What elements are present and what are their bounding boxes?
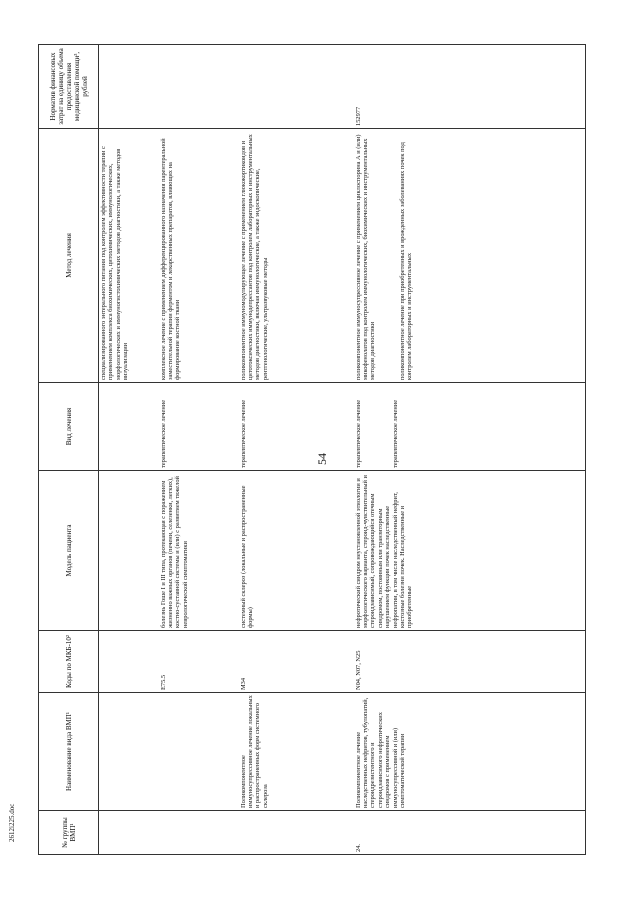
- header-icd-codes: Коды по МКБ-10²: [39, 631, 99, 693]
- cell-group: [239, 811, 354, 855]
- cell-name: Поликомпонентное иммуносупрессивное лечение локальных и распространенных форм системного склероза: [239, 693, 354, 811]
- header-vmp-name: Наименование вида ВМП¹: [39, 693, 99, 811]
- header-cost-norm: Норматив финансовых затрат на единицу объема предоставления медицинской помощи³, рублей: [39, 45, 99, 129]
- table-header-row: [39, 45, 99, 855]
- cell-method: комплексное лечение с применением дифференцированного назначения парентеральной заместительной терапии ферментом и лекарственных препаратов, влияющих на формирование костной ткани: [159, 129, 239, 383]
- table-row: [354, 45, 586, 855]
- cell-cost: [239, 45, 354, 129]
- cell-name: Поликомпонентное лечение наследственных нефритов, тубулопатий, стероидрезистентного и стероидзависимого нефротических синдромов с применением иммуносупрессивной и (или) симптоматической терапии: [354, 693, 586, 811]
- cell-cost: [159, 45, 239, 129]
- table-row: [99, 45, 159, 855]
- table-row: [239, 45, 354, 855]
- cell-method: специализированного энтерального питания под контролем эффективности терапии с применением комплекса биохимических, цитохимических, иммунологических, морфологических и иммуногистохимических методов диагностики, а также методов визуализации: [99, 129, 159, 383]
- cell-group: [159, 811, 239, 855]
- cell-group: 24.: [354, 811, 586, 855]
- vmp-table: [38, 44, 586, 855]
- cell-model: болезнь Гоше I и III типа, протекающая с поражением жизненно важных органов (печени, селезенки, легких), костно-суставной системы и (или) с развитием тяжелой неврологической симптоматики: [159, 471, 239, 631]
- header-treatment-method: Метод лечения: [39, 129, 99, 383]
- cell-codes: M34: [239, 631, 354, 693]
- cell-model: [99, 471, 159, 631]
- table-row: [159, 45, 239, 855]
- cell-type: терапевтическое лечение: [239, 383, 354, 471]
- document-footer: 2612i225.doc: [8, 803, 16, 842]
- cell-type: терапевтическое лечение: [159, 383, 239, 471]
- cell-name: [99, 693, 159, 811]
- cell-name: [159, 693, 239, 811]
- cell-codes: N04, N07, N25: [354, 631, 586, 693]
- cell-model: нефротический синдром неустановленной этиологии и морфологического варианта, стероид-чувствительный и стероидзависимый, сопровождающийся отечным синдромом, постоянным или транзиторным нарушением функции почек наследственные нефропатии, в том числе наследственный нефрит, кистозные болезни почек. Наследственные и приобретенные: [354, 471, 586, 631]
- cell-type: терапевтическое лечение терапевтическое лечение: [354, 383, 586, 471]
- cell-method: поликомпонентное иммуномодулирующее лечение с применением глюкокортикоидов и цитотоксических иммунодепрессантов под контролем лабораторных и инструментальных методов диагностики, включая иммунологические, а также эндоскопические, рентгенологические, ультразвуковые методы: [239, 129, 354, 383]
- cell-group: [99, 811, 159, 855]
- header-group-number: № группы ВМП¹: [39, 811, 99, 855]
- cell-model: системный склероз (локальные и распространенные формы): [239, 471, 354, 631]
- cell-codes: E75.5: [159, 631, 239, 693]
- cell-method: поликомпонентное иммуносупрессивное лечение с применением циклоспорина А и (или) микофенолатов под контролем иммунологических, биохимических и инструментальных методов диагностики поликомпонентное лечение при приобретенных и врожденных заболеваниях почек под контролем лабораторных и инструментальных: [354, 129, 586, 383]
- page-number: 54: [315, 453, 329, 465]
- header-patient-model: Модель пациента: [39, 471, 99, 631]
- cell-cost: 152977: [354, 45, 586, 129]
- cell-type: [99, 383, 159, 471]
- header-treatment-type: Вид лечения: [39, 383, 99, 471]
- cell-codes: [99, 631, 159, 693]
- rotated-table-container: [38, 45, 586, 855]
- cell-cost: [99, 45, 159, 129]
